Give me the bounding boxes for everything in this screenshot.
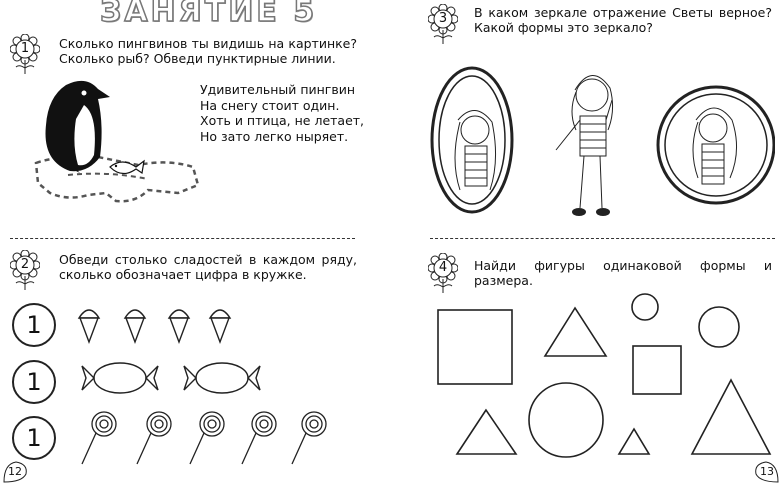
large-triangle-shape[interactable]	[692, 380, 770, 454]
ice-cream-icon[interactable]	[210, 310, 230, 342]
ice-cream-icon[interactable]	[125, 310, 145, 342]
task-3-number: 3	[438, 11, 448, 26]
shapes-area	[430, 288, 775, 463]
lollipop-icon[interactable]	[190, 412, 224, 464]
medium-triangle-shape[interactable]	[545, 308, 606, 356]
large-circle-shape[interactable]	[529, 383, 603, 457]
medium-circle-shape[interactable]	[699, 307, 739, 347]
task-3-flower-badge	[428, 4, 458, 44]
penguin-ice-picture	[28, 75, 208, 225]
poem-line: Хоть и птица, не летает,	[200, 113, 365, 128]
page-number-left-badge	[2, 460, 30, 484]
poem-line: Но зато легко ныряет.	[200, 128, 349, 144]
task-4-flower-badge	[428, 253, 458, 293]
page-number-right: 13	[760, 465, 774, 478]
task-4-number: 4	[438, 260, 448, 275]
ice-cream-icon[interactable]	[79, 310, 99, 342]
medium-triangle-shape[interactable]	[457, 410, 516, 454]
wrapped-candy-icon[interactable]	[184, 363, 260, 393]
small-triangle-shape[interactable]	[619, 429, 649, 454]
large-square-shape[interactable]	[438, 310, 512, 384]
task-1-poem	[200, 82, 364, 144]
section-divider	[430, 238, 775, 239]
section-divider	[10, 238, 355, 239]
lollipop-icon[interactable]	[292, 412, 326, 464]
small-circle-shape[interactable]	[632, 294, 658, 320]
lollipop-row	[80, 410, 330, 470]
row-1-digit-circle: 1	[12, 303, 56, 347]
ice-cream-icon[interactable]	[169, 310, 189, 342]
poem-line: Удивительный пингвин	[200, 82, 356, 97]
task-2-number: 2	[20, 257, 30, 272]
task-1-flower-badge	[10, 34, 40, 74]
candy-row	[80, 358, 265, 398]
task-3-text: В каком зеркале отражение Светы верное? Какой формы это зеркало?	[474, 5, 772, 35]
row-2-digit-circle: 1	[12, 360, 56, 404]
poem-line: На снегу стоит один.	[200, 97, 340, 113]
task-4-text: Найди фигуры одинаковой формы и размера.	[474, 258, 772, 288]
mirrors-picture	[430, 50, 775, 225]
task-1-text: Сколько пингвинов ты видишь на картинке? Сколько рыб? Обведи пунктирные линии.	[59, 36, 357, 66]
page-number-right-badge	[752, 460, 780, 484]
medium-square-shape[interactable]	[633, 346, 681, 394]
oval-mirror[interactable]	[432, 68, 512, 212]
lollipop-icon[interactable]	[242, 412, 276, 464]
lollipop-icon[interactable]	[82, 412, 116, 464]
girl-sveta	[556, 75, 613, 216]
round-mirror[interactable]	[658, 87, 774, 203]
lollipop-icon[interactable]	[137, 412, 171, 464]
page-number-left: 12	[8, 465, 22, 478]
task-2-text: Обведи столько сладостей в каждом ряду, сколько обозначает цифра в кружке.	[59, 252, 357, 282]
task-2-flower-badge	[10, 250, 40, 290]
row-3-digit-circle: 1	[12, 416, 56, 460]
task-1-number: 1	[20, 41, 30, 56]
ice-cream-row	[75, 300, 235, 350]
lesson-title: ЗАНЯТИЕ 5	[100, 0, 318, 29]
wrapped-candy-icon[interactable]	[82, 363, 158, 393]
